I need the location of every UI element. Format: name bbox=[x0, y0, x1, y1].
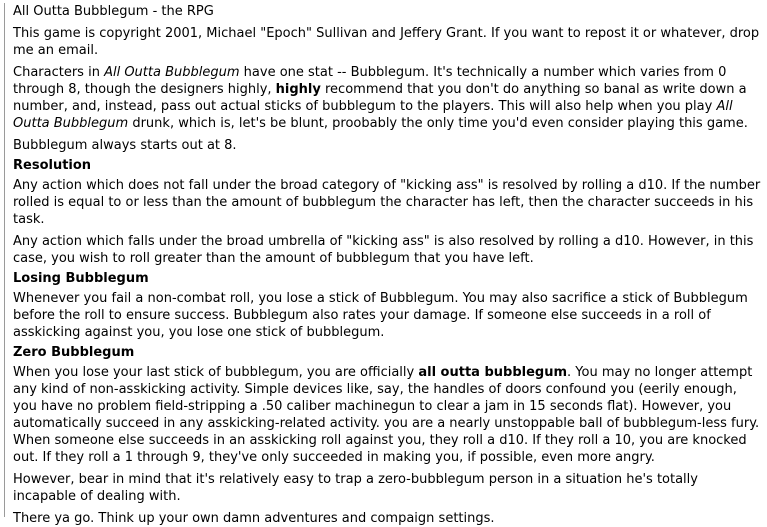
losing-heading: Losing Bubblegum bbox=[13, 271, 149, 286]
zero-emphasis-bold: all outta bubblegum bbox=[418, 365, 568, 380]
start-value-paragraph: Bubblegum always starts out at 8. bbox=[13, 138, 237, 153]
intro-paragraph bbox=[13, 64, 763, 132]
zero-paragraph-1 bbox=[13, 364, 763, 466]
resolution-heading: Resolution bbox=[13, 158, 92, 173]
intro-emphasis-bold: highly bbox=[275, 82, 321, 97]
left-border-rule bbox=[4, 3, 5, 517]
resolution-paragraph-1: Any action which does not fall under the broad category of "kicking ass" is resolved by rolling a d10. If the number rolled is equal to or less than the amount of bubblegum the character has left, then the character succeeds in his task. bbox=[13, 178, 761, 227]
zero-heading: Zero Bubblegum bbox=[13, 345, 135, 360]
copyright-paragraph: This game is copyright 2001, Michael "Epoch" Sullivan and Jeffery Grant. If you want to repost it or whatever, drop me an email. bbox=[13, 26, 760, 58]
zero-text-1: When you lose your last stick of bubblegum, you are officially bbox=[13, 365, 419, 380]
zero-text-2: . You may no longer attempt any kind of non-asskicking activity. Simple devices like, say, the handles of doors confound you (eerily enough, you have no problem field-stripping a .50 caliber machinegun to clear a jam in 15 seconds flat). However, you automatically succeed in any asskicking-related activity. you are a nearly unstoppable ball of bubblegum-less fury. When someone else succeeds in an asskicking roll against you, they roll a d10. If they roll a 10, you are knocked out. If they roll a 1 through 9, they've only succeeded in making you, if possible, even more angry. bbox=[13, 365, 760, 465]
intro-text-3: recommend that you don't do anything so banal as write down a number, and, instead, pass out actual sticks of bubblegum to the players. This will also help when you play bbox=[13, 82, 747, 114]
intro-text-4: drunk, which is, let's be blunt, proobably the only time you'd even consider playing this game. bbox=[128, 116, 748, 131]
resolution-paragraph-2: Any action which falls under the broad umbrella of "kicking ass" is also resolved by rolling a d10. However, in this case, you wish to roll greater than the amount of bubblegum that you have left. bbox=[13, 234, 754, 266]
losing-paragraph: Whenever you fail a non-combat roll, you lose a stick of Bubblegum. You may also sacrifice a stick of Bubblegum before the roll to ensure success. Bubblegum also rates your damage. If someone else succeeds in a roll of asskicking against you, you lose one stick of bubblegum. bbox=[13, 291, 748, 340]
document-title: All Outta Bubblegum - the RPG bbox=[13, 4, 214, 19]
intro-text-2: have one stat -- Bubblegum. It's technically a number which varies from 0 through 8, though the designers highly, bbox=[13, 65, 727, 97]
game-name-italic-2: All Outta Bubblegum bbox=[13, 99, 733, 131]
closing-paragraph: There ya go. Think up your own damn adventures and compaign settings. bbox=[13, 511, 495, 526]
document-page bbox=[0, 3, 767, 526]
game-name-italic-1: All Outta Bubblegum bbox=[104, 65, 240, 80]
zero-paragraph-2: However, bear in mind that it's relatively easy to trap a zero-bubblegum person in a situation he's totally incapable of dealing with. bbox=[13, 472, 698, 504]
intro-text-1: Characters in bbox=[13, 65, 105, 80]
